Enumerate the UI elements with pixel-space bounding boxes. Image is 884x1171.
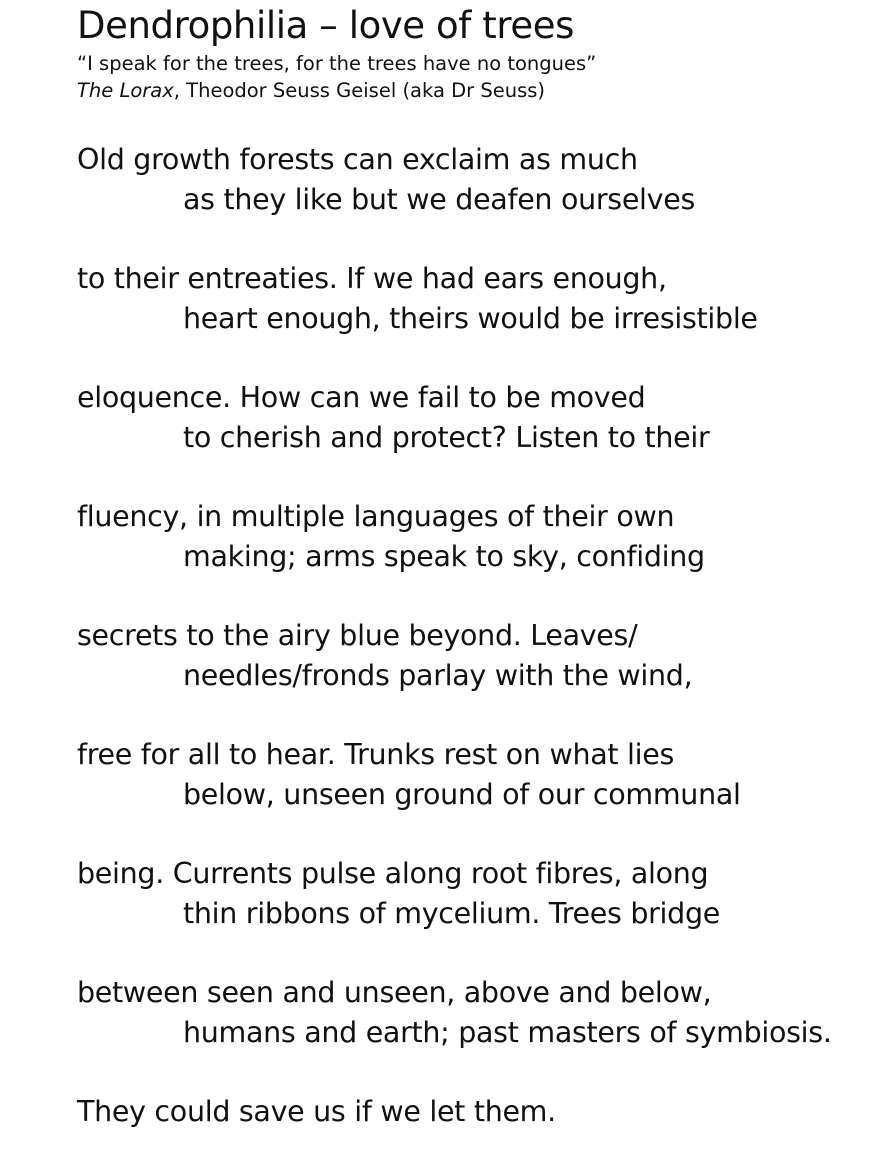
epigraph-attribution (77, 77, 867, 104)
document-page (77, 4, 867, 1171)
poem-line-indented: as they like but we deafen ourselves (183, 183, 696, 216)
stanza (77, 854, 867, 934)
poem-line: free for all to hear. Trunks rest on what lies (77, 738, 675, 771)
stanza (77, 378, 867, 458)
stanza (77, 259, 867, 339)
attribution-author: , Theodor Seuss Geisel (aka Dr Seuss) (173, 79, 545, 102)
poem-line: fluency, in multiple languages of their own (77, 500, 675, 533)
stanza (77, 497, 867, 577)
poem-line-indented: to cherish and protect? Listen to their (183, 421, 710, 454)
poem-line-indented: humans and earth; past masters of symbiosis. (183, 1016, 832, 1049)
poem-title: Dendrophilia – love of trees (77, 4, 574, 47)
poem-line: being. Currents pulse along root fibres, along (77, 857, 709, 890)
poem-line-indented: thin ribbons of mycelium. Trees bridge (183, 897, 720, 930)
poem-line: between seen and unseen, above and below, (77, 976, 712, 1009)
poem-line: secrets to the airy blue beyond. Leaves/ (77, 619, 638, 652)
attribution-work-title: The Lorax (77, 79, 174, 102)
poem-line-final: They could save us if we let them. (77, 1095, 556, 1128)
stanza-final (77, 1092, 867, 1132)
stanza (77, 140, 867, 220)
poem-body (77, 140, 867, 1132)
epigraph-quote: “I speak for the trees, for the trees have no tongues” (77, 52, 597, 75)
poem-line: eloquence. How can we fail to be moved (77, 381, 646, 414)
poem-line: to their entreaties. If we had ears enough, (77, 262, 667, 295)
poem-line-indented: heart enough, theirs would be irresistible (183, 302, 758, 335)
poem-line-indented: below, unseen ground of our communal (183, 778, 741, 811)
stanza (77, 616, 867, 696)
stanza (77, 973, 867, 1053)
poem-line: Old growth forests can exclaim as much (77, 143, 638, 176)
stanza (77, 735, 867, 815)
poem-line-indented: needles/fronds parlay with the wind, (183, 659, 693, 692)
poem-line-indented: making; arms speak to sky, confiding (183, 540, 705, 573)
